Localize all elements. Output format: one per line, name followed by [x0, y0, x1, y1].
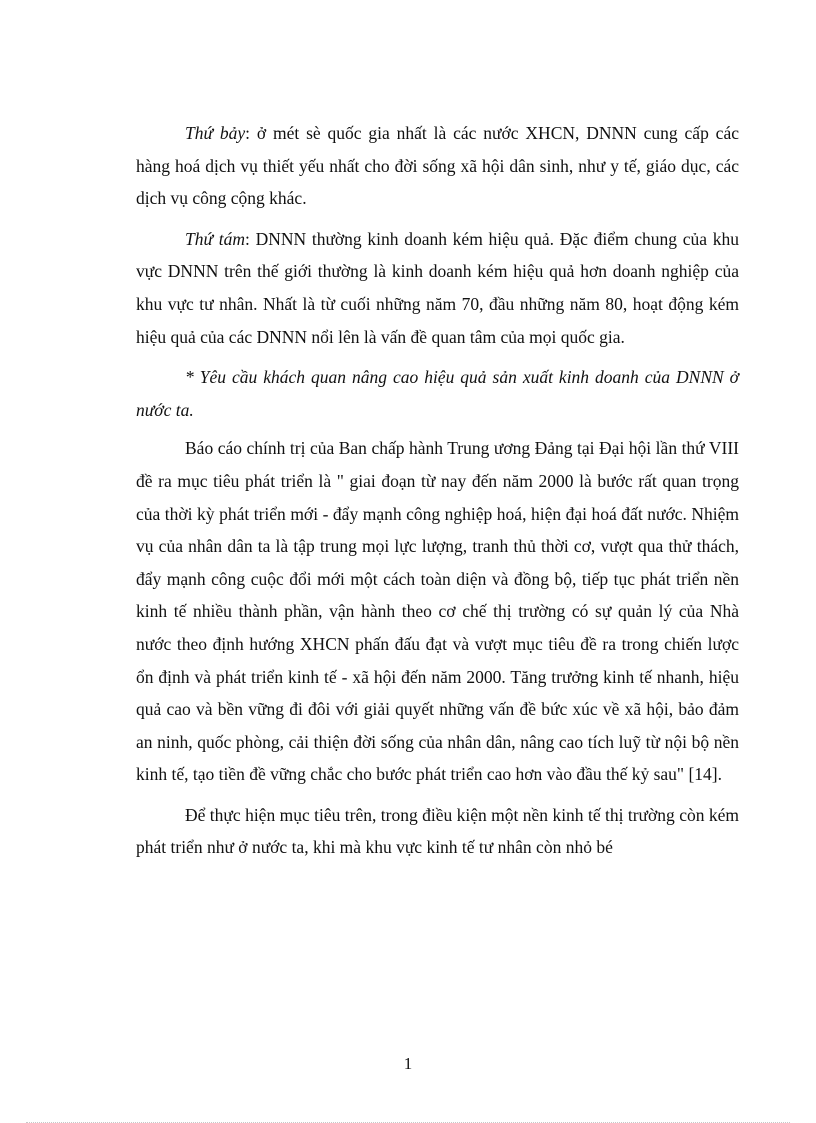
paragraph-body: : DNNN thường kinh doanh kém hiệu quả. Đặc điểm chung của khu vực DNNN trên thế giới thường là kinh doanh kém hiệu quả hơn doanh nghiệp của khu vực tư nhân. Nhất là từ cuối những năm 70, đầu những năm 80, hoạt động kém hiệu quả của các DNNN nổi lên là vấn đề quan tâm của mọi quốc gia.: [136, 228, 740, 347]
paragraph-bao-cao: Báo cáo chính trị của Ban chấp hành Trung ương Đảng tại Đại hội lần thứ VIII đề ra mục tiêu phát triển là " giai đoạn từ nay đến năm 2000 là bước rất quan trọng của thời kỳ phát triển mới - đẩy mạnh công nghiệp hoá, hiện đại hoá đất nước. Nhiệm vụ của nhân dân ta là tập trung mọi lực lượng, tranh thủ thời cơ, vượt qua thử thách, đẩy mạnh công cuộc đổi mới một cách toàn diện và đồng bộ, tiếp tục phát triển nền kinh tế nhiều thành phần, vận hành theo cơ chế thị trường có sự quản lý của Nhà nước theo định hướng XHCN phấn đấu đạt và vượt mục tiêu đề ra trong chiến lược ổn định và phát triển kinh tế - xã hội đến năm 2000. Tăng trưởng kinh tế nhanh, hiệu quả cao và bền vững đi đôi với giải quyết những vấn đề bức xúc về xã hội, bảo đảm an ninh, quốc phòng, cải thiện đời sống của nhân dân, nâng cao tích luỹ từ nội bộ nền kinh tế, tạo tiền đề vững chắc cho bước phát triển cao hơn vào đầu thế kỷ sau" [14].: [136, 438, 739, 785]
paragraph-thu-tam: [136, 223, 739, 353]
paragraph-lead: Thứ tám: [185, 228, 245, 249]
page-number: 1: [403, 1054, 413, 1073]
body-text: [136, 117, 739, 872]
paragraph-lead: Thứ bảy: [185, 123, 246, 143]
paragraph-thu-bay: [136, 117, 739, 215]
section-heading: * Yêu cầu khách quan nâng cao hiệu quả sản xuất kinh doanh của DNNN ở nước ta.: [136, 367, 739, 420]
paragraph-de-thuc-hien: Để thực hiện mục tiêu trên, trong điều kiện một nền kinh tế thị trường còn kém phát triển như ở nước ta, khi mà khu vực kinh tế tư nhân còn nhỏ bé: [136, 804, 739, 858]
paragraph-body: : ở mét sè quốc gia nhất là các nước XHCN, DNNN cung cấp các hàng hoá dịch vụ thiết yếu nhất cho đời sống xã hội dân sinh, như y tế, giáo dục, các dịch vụ công cộng khác.: [136, 123, 739, 209]
